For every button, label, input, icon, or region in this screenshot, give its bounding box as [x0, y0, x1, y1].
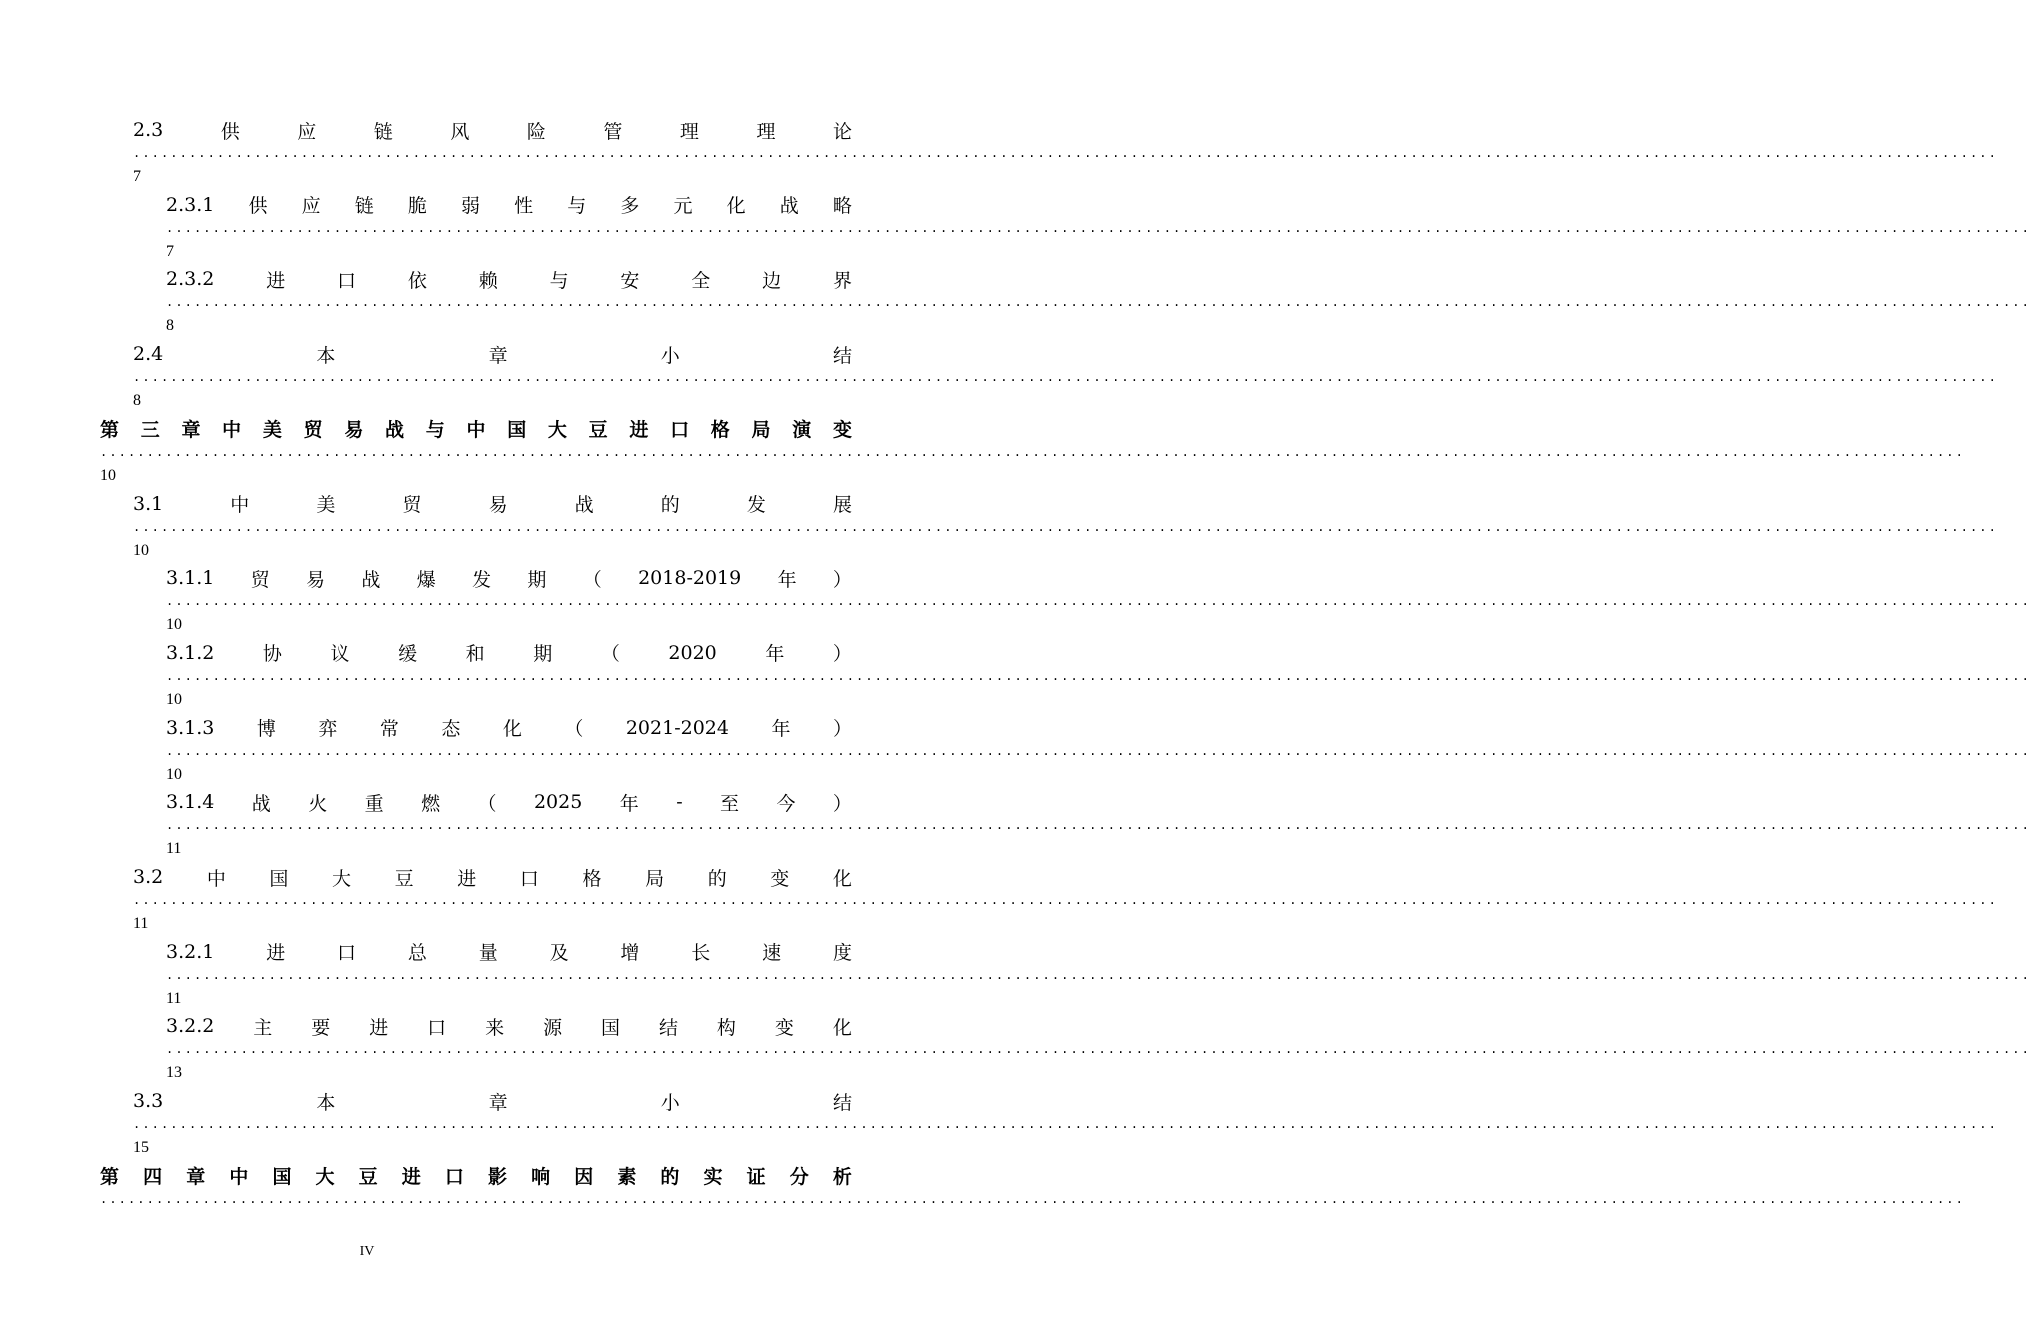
toc-title-token: 3.1.1	[166, 567, 215, 590]
toc-title-token: 结	[832, 344, 852, 367]
toc-title-token: 长	[691, 942, 711, 965]
toc-title-token: （	[600, 643, 620, 666]
toc-title-token: 进	[457, 867, 477, 890]
toc-title-token: 多	[620, 195, 640, 218]
toc-title-token: 发	[472, 568, 492, 591]
toc-page-number: 7	[166, 242, 174, 260]
toc-title-token: 易	[306, 568, 326, 591]
toc-title-token: 战	[779, 195, 799, 218]
toc-title-token: 要	[311, 1016, 331, 1039]
toc-title-token: 应	[297, 120, 317, 143]
toc-title-token: 化	[832, 867, 852, 890]
toc-title-token: 进	[401, 1166, 421, 1189]
toc-title-token: ）	[832, 792, 852, 815]
toc-title-token: 速	[762, 942, 782, 965]
toc-title-token: 章	[186, 1166, 206, 1189]
toc-title-token: 弱	[460, 195, 480, 218]
toc-title-token: 战	[385, 419, 405, 442]
toc-entry-title	[133, 862, 852, 892]
toc-title-token: 豆	[588, 419, 608, 442]
toc-entry-title	[166, 190, 852, 220]
toc-entry-title	[166, 937, 852, 967]
toc-title-token: 与	[549, 269, 569, 292]
toc-title-token: 期	[527, 568, 547, 591]
toc-title-token: 局	[751, 419, 771, 442]
toc-title-token: 演	[792, 419, 812, 442]
toc-title-token: 3.1	[133, 492, 164, 515]
toc-title-token: 大	[332, 867, 352, 890]
toc-title-token: 3.3	[133, 1090, 164, 1113]
toc-title-token: 3.2	[133, 866, 164, 888]
toc-title-token: 源	[543, 1016, 563, 1039]
toc-title-token: 的	[707, 867, 727, 890]
toc-leader-dots: ........................................................................................................................................................................................................	[166, 295, 2031, 310]
toc-leader-dots: ........................................................................................................................................................................................................	[166, 594, 2031, 609]
toc-title-token: 3.1.3	[166, 716, 215, 739]
toc-title-token: 至	[720, 792, 740, 815]
toc-title-token: 战	[251, 792, 271, 815]
toc-title-token: 与	[567, 195, 587, 218]
toc-title-token: 燃	[421, 792, 441, 815]
toc-title-token: 响	[531, 1166, 551, 1189]
toc-title-token: 豆	[358, 1166, 378, 1189]
toc-title-token: 脆	[407, 195, 427, 218]
toc-page-number: 10	[166, 690, 182, 708]
toc-title-token: 应	[301, 195, 321, 218]
toc-leader-dots: ........................................................................................................................................................................................................	[166, 743, 2031, 758]
toc-title-token: 实	[703, 1166, 723, 1189]
toc-title-token: 火	[308, 792, 328, 815]
toc-entry-title	[133, 339, 852, 369]
toc-title-token: 的	[660, 1166, 680, 1189]
toc-title-token: 口	[519, 867, 539, 890]
toc-title-token: 缓	[398, 643, 418, 666]
toc-title-token: 元	[673, 195, 693, 218]
toc-entry-title	[166, 787, 852, 817]
toc-title-token: 口	[444, 1166, 464, 1189]
toc-title-token: 期	[533, 643, 553, 666]
toc-title-token: 理	[756, 120, 776, 143]
toc-title-token: 口	[337, 942, 357, 965]
toc-title-token: 3.2.1	[166, 940, 215, 963]
toc-title-token: 中	[230, 494, 250, 516]
toc-title-token: 年	[619, 792, 639, 815]
toc-title-token: 年	[765, 643, 785, 666]
toc-title-token: 议	[330, 643, 350, 666]
toc-title-token: 链	[354, 195, 374, 218]
toc-title-token: 性	[514, 195, 534, 218]
toc-title-token: 影	[487, 1166, 507, 1189]
page-footer	[0, 1244, 950, 1260]
toc-title-token: 来	[485, 1016, 505, 1039]
toc-title-token: 展	[832, 494, 852, 516]
toc-title-token: 第	[100, 419, 120, 442]
toc-title-token: -	[676, 791, 683, 814]
toc-entry-title	[166, 264, 852, 294]
toc-title-token: 战	[574, 494, 594, 516]
toc-title-token: 因	[574, 1166, 594, 1189]
toc-entry-title	[166, 713, 852, 743]
toc-title-token: 口	[670, 419, 690, 442]
toc-title-token: 协	[262, 643, 282, 666]
toc-title-token: 赖	[478, 269, 498, 292]
toc-title-token: 局	[645, 867, 665, 890]
toc-title-token: 安	[620, 269, 640, 292]
toc-title-token: 和	[465, 643, 485, 666]
toc-title-token: 今	[776, 792, 796, 815]
toc-entry-title	[133, 489, 852, 519]
toc-leader-dots: ........................................................................................................................................................................................................	[166, 967, 2031, 982]
toc-title-token: 易	[488, 494, 508, 516]
toc-title-token: 主	[253, 1016, 273, 1039]
toc-page-number: 8	[166, 317, 174, 335]
toc-leader-dots: ........................................................................................................................................................................................................	[100, 444, 1965, 459]
toc-title-token: 的	[660, 494, 680, 516]
toc-title-token: 边	[762, 269, 782, 292]
toc-title-token: 素	[617, 1166, 637, 1189]
toc-title-token: 进	[266, 269, 286, 292]
toc-title-token: 证	[746, 1166, 766, 1189]
toc-title-token: 风	[450, 120, 470, 143]
toc-title-token: 国	[507, 419, 527, 442]
toc-title-token: 中	[206, 867, 226, 890]
toc-page-number: 10	[133, 541, 149, 559]
toc-title-token: 博	[256, 718, 276, 741]
toc-title-token: 化	[726, 195, 746, 218]
toc-title-token: 与	[425, 419, 445, 442]
toc-title-token: 章	[488, 1091, 508, 1114]
toc-title-token: 弈	[318, 718, 338, 741]
toc-leader-dots: ........................................................................................................................................................................................................	[133, 1117, 1998, 1132]
toc-title-token: 本	[316, 344, 336, 367]
toc-title-token: 国	[601, 1016, 621, 1039]
toc-title-token: 章	[488, 344, 508, 367]
toc-leader-dots: ........................................................................................................................................................................................................	[100, 1191, 1965, 1206]
toc-title-token: ）	[832, 568, 852, 591]
toc-leader-dots: ........................................................................................................................................................................................................	[166, 220, 2031, 235]
toc-title-token: 变	[774, 1016, 794, 1039]
toc-page-number: 10	[166, 765, 182, 783]
toc-entry-title	[133, 115, 852, 145]
toc-title-token: 小	[660, 1091, 680, 1114]
toc-title-token: 3.1.4	[166, 791, 215, 814]
toc-title-token: 及	[549, 942, 569, 965]
toc-title-token: 年	[777, 568, 797, 591]
toc-title-token: 发	[746, 494, 766, 516]
toc-page-number: 11	[166, 989, 182, 1007]
toc-page-number: 10	[166, 616, 182, 634]
toc-page-number: 8	[133, 392, 141, 410]
toc-title-token: 界	[832, 269, 852, 292]
toc-entry-title	[133, 1086, 852, 1116]
toc-title-token: 格	[582, 867, 602, 890]
toc-title-token: 口	[337, 269, 357, 292]
toc-title-token: 理	[679, 120, 699, 143]
toc-title-token: 化	[832, 1016, 852, 1039]
toc-entry-title	[166, 563, 852, 593]
toc-page-number: 7	[133, 168, 141, 185]
toc-title-token: 大	[315, 1166, 335, 1189]
toc-leader-dots: ........................................................................................................................................................................................................	[166, 818, 2031, 833]
toc-title-token: 管	[603, 120, 623, 143]
toc-title-token: 全	[691, 269, 711, 292]
toc-title-token: 常	[379, 718, 399, 741]
toc-title-token: 口	[427, 1016, 447, 1039]
toc-title-token: 总	[407, 942, 427, 965]
toc-title-token: 年	[771, 718, 791, 741]
toc-page-number: 11	[133, 915, 149, 932]
toc-title-token: 供	[248, 195, 268, 218]
toc-page-number: 13	[166, 1064, 182, 1082]
toc-title-token: 论	[832, 120, 852, 143]
toc-title-token: （	[477, 792, 497, 815]
toc-title-token: （	[564, 718, 584, 741]
toc-title-token: 2.3.1	[166, 193, 215, 216]
toc-title-token: 2020	[668, 641, 717, 664]
toc-leader-dots: ........................................................................................................................................................................................................	[133, 370, 1998, 385]
toc-title-token: 化	[502, 718, 522, 741]
toc-title-token: 依	[407, 269, 427, 292]
toc-title-token: 国	[272, 1166, 292, 1189]
toc-title-token: 3.2.2	[166, 1015, 215, 1038]
toc-title-token: 三	[140, 419, 160, 442]
toc-title-token: 本	[316, 1091, 336, 1114]
toc-title-token: 险	[526, 120, 546, 143]
toc-leader-dots: ........................................................................................................................................................................................................	[166, 1042, 2031, 1057]
toc-title-token: 章	[181, 419, 201, 442]
toc-title-token: 中	[229, 1166, 249, 1189]
page-number-footer: IV	[359, 1244, 375, 1259]
toc-page-number: 10	[100, 466, 116, 484]
toc-title-token: 美	[316, 494, 336, 516]
toc-leader-dots: ........................................................................................................................................................................................................	[133, 893, 1998, 907]
toc-title-token: 大	[547, 419, 567, 442]
toc-entry-title	[100, 414, 852, 444]
toc-title-token: 贸	[402, 494, 422, 516]
toc-title-token: 进	[629, 419, 649, 442]
toc-title-token: （	[582, 568, 602, 591]
toc-title-token: 重	[364, 792, 384, 815]
toc-title-token: 爆	[416, 568, 436, 591]
toc-title-token: ）	[832, 718, 852, 741]
toc-title-token: 结	[832, 1091, 852, 1114]
toc-title-token: 略	[832, 195, 852, 218]
toc-title-token: 2021-2024	[625, 716, 729, 739]
toc-title-token: 美	[262, 419, 282, 442]
toc-title-token: 进	[369, 1016, 389, 1039]
toc-title-token: 3.1.2	[166, 641, 215, 664]
toc-title-token: 构	[716, 1016, 736, 1039]
toc-page-number: 11	[166, 840, 182, 858]
toc-leader-dots: ........................................................................................................................................................................................................	[133, 146, 1998, 160]
toc-title-token: 2018-2019	[638, 567, 742, 590]
toc-title-token: 战	[361, 568, 381, 591]
toc-title-token: 量	[478, 942, 498, 965]
toc-entry-title	[166, 638, 852, 668]
toc-leader-dots: ........................................................................................................................................................................................................	[133, 519, 1998, 534]
toc-title-token: 结	[658, 1016, 678, 1039]
toc-title-token: 中	[466, 419, 486, 442]
toc-title-token: 变	[770, 867, 790, 890]
toc-title-token: 贸	[303, 419, 323, 442]
toc-title-token: 分	[789, 1166, 809, 1189]
toc-title-token: 链	[373, 120, 393, 143]
toc-title-token: 小	[660, 344, 680, 367]
toc-title-token: 态	[441, 718, 461, 741]
toc-title-token: 2.4	[133, 343, 164, 366]
toc-title-token: 四	[143, 1166, 163, 1189]
toc-title-token: 国	[269, 867, 289, 890]
toc-title-token: ）	[832, 643, 852, 666]
toc-title-token: 第	[100, 1166, 120, 1189]
toc-title-token: 变	[832, 419, 852, 442]
toc-title-token: 格	[710, 419, 730, 442]
toc-title-token: 豆	[394, 867, 414, 890]
toc-page-number: 15	[133, 1139, 149, 1157]
toc-leader-dots: ........................................................................................................................................................................................................	[166, 668, 2031, 683]
toc-title-token: 供	[220, 120, 240, 143]
toc-title-token: 析	[832, 1166, 852, 1189]
toc-title-token: 增	[620, 942, 640, 965]
toc-title-token: 中	[222, 419, 242, 442]
toc-title-token: 2.3.2	[166, 268, 215, 291]
toc-title-token: 2025	[533, 791, 583, 814]
toc-title-token: 贸	[250, 568, 270, 591]
toc-title-token: 度	[832, 942, 852, 965]
toc-title-token: 易	[344, 419, 364, 442]
toc-entry-title	[166, 1011, 852, 1041]
toc-title-token: 进	[266, 942, 286, 965]
toc-entry-title	[100, 1161, 852, 1191]
toc-title-token: 2.3	[133, 119, 164, 141]
